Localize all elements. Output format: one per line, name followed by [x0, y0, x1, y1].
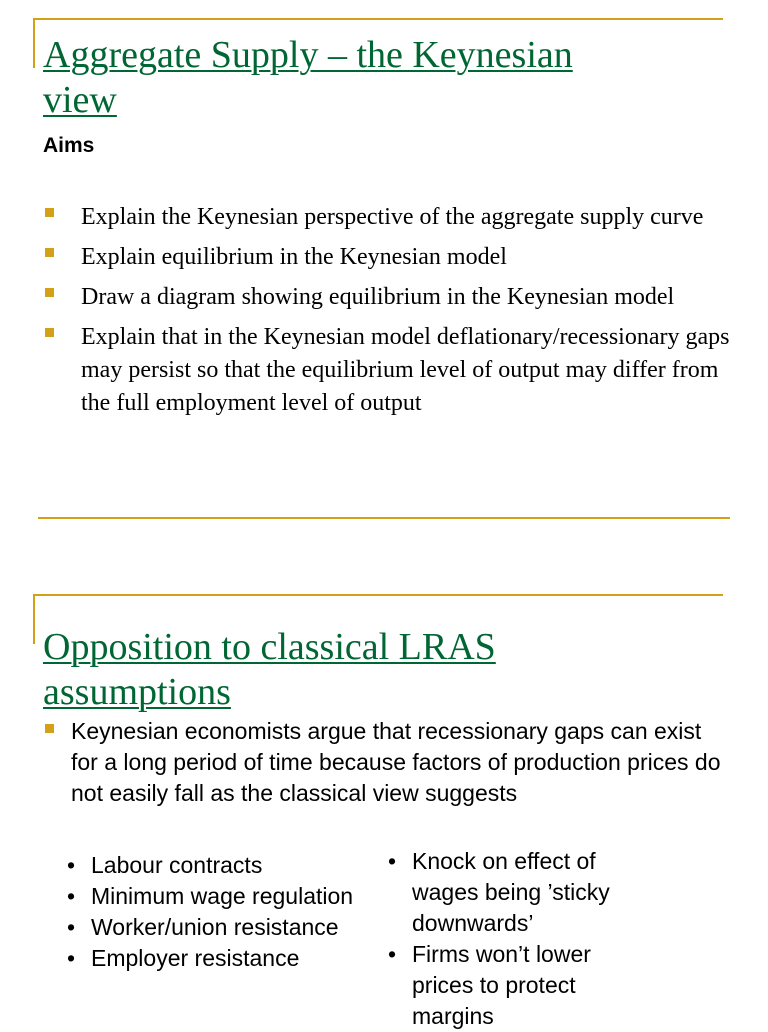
list-item — [65, 912, 365, 943]
slide-title: Aggregate Supply – the Keynesian view — [43, 34, 573, 121]
reason-text: Knock on effect of wages being ’sticky downwards’ — [412, 848, 610, 936]
square-bullet-icon — [45, 724, 54, 733]
reason-text: Employer resistance — [91, 945, 300, 971]
slide-frame-top — [33, 594, 723, 596]
reason-text: Minimum wage regulation — [91, 883, 354, 909]
aim-text: Draw a diagram showing equilibrium in the Keynesian model — [81, 284, 675, 310]
aim-text: Explain that in the Keynesian model deflationary/recessionary gaps may persist so that the equilibrium level of output may differ from the full employment level of output — [81, 324, 730, 416]
bullet-dot-icon: • — [67, 883, 76, 909]
aims-label: Aims — [43, 134, 95, 157]
list-item — [65, 850, 365, 881]
aim-text: Explain the Keynesian perspective of the aggregate supply curve — [81, 204, 704, 230]
bullet-dot-icon: • — [67, 914, 76, 940]
slide-title: Opposition to classical LRAS assumptions — [43, 626, 496, 713]
list-item — [43, 716, 723, 809]
reason-text: Labour contracts — [91, 852, 263, 878]
list-item — [65, 943, 365, 974]
aim-text: Explain equilibrium in the Keynesian model — [81, 244, 507, 270]
main-point-list — [43, 716, 723, 809]
reason-text: Firms won’t lower prices to protect margins — [412, 941, 591, 1029]
list-item — [65, 881, 365, 912]
slide-frame-left — [33, 594, 35, 644]
bullet-dot-icon: • — [67, 852, 76, 878]
bullet-dot-icon: • — [67, 945, 76, 971]
bullet-dot-icon: • — [388, 941, 397, 967]
main-point-text: Keynesian economists argue that recessionary gaps can exist for a long period of time because factors of production prices do not easily fall as the classical view suggests — [71, 718, 721, 806]
left-reasons-list — [65, 850, 365, 974]
right-reasons-list — [386, 846, 656, 1032]
list-item — [386, 939, 656, 1032]
reason-text: Worker/union resistance — [91, 914, 339, 940]
list-item — [386, 846, 656, 939]
bullet-dot-icon: • — [388, 848, 397, 874]
